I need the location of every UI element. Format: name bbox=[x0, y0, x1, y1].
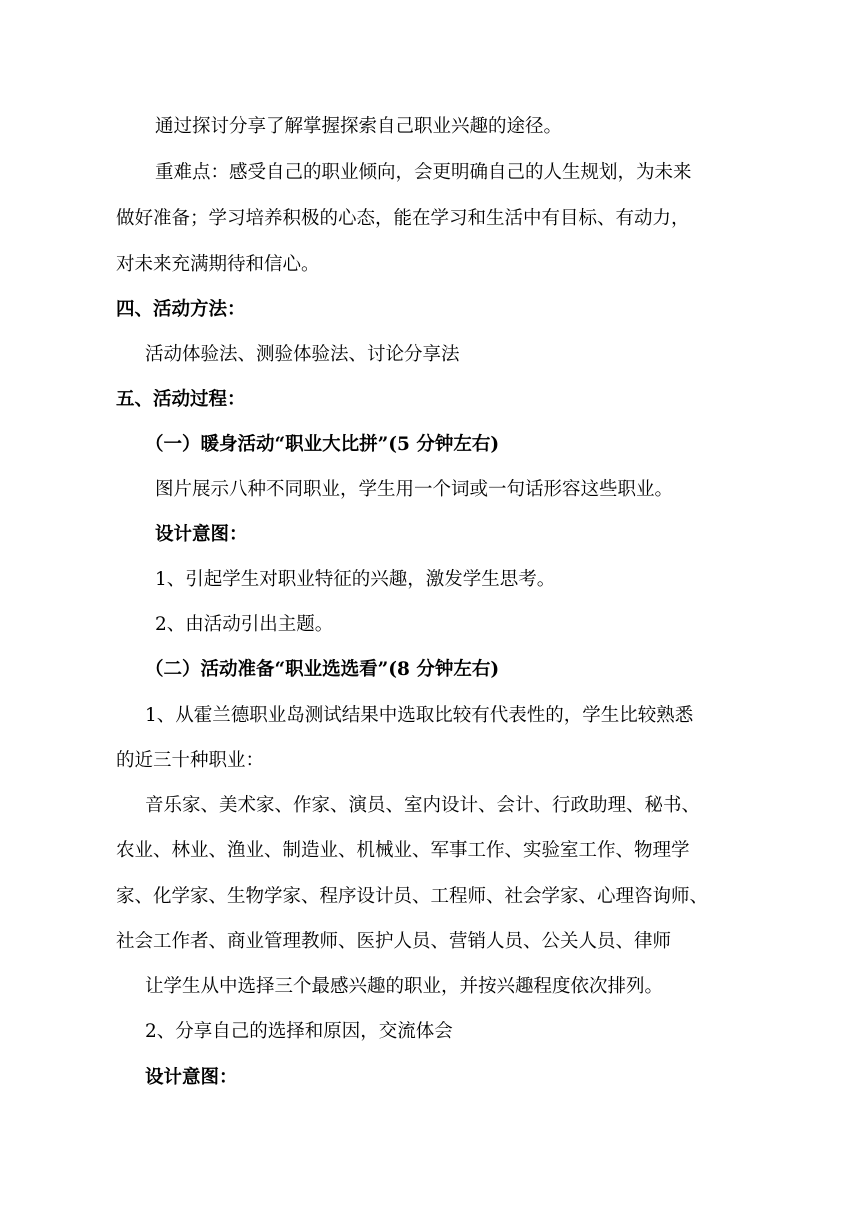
design-intent-label-2: 设计意图： bbox=[145, 1067, 238, 1088]
jobs-list-line-2: 农业、林业、渔业、制造业、机械业、军事工作、实验室工作、物理学 bbox=[116, 840, 690, 861]
heading-activity-process: 五、活动过程： bbox=[116, 389, 246, 410]
activity-methods-text: 活动体验法、测验体验法、讨论分享法 bbox=[145, 344, 460, 365]
jobs-list-line-3: 家、化学家、生物学家、程序设计员、工程师、社会学家、心理咨询师、 bbox=[116, 886, 709, 907]
step-1-line-1: 1、从霍兰德职业岛测试结果中选取比较有代表性的，学生比较熟悉 bbox=[145, 705, 694, 726]
subheading-warmup: （一）暖身活动“职业大比拼”(5 分钟左右) bbox=[145, 434, 500, 455]
key-points-line-2: 做好准备；学习培养积极的心态，能在学习和生活中有目标、有动力， bbox=[116, 208, 690, 229]
paragraph-goal: 通过探讨分享了解掌握探索自己职业兴趣的途径。 bbox=[155, 116, 563, 137]
choose-instruction: 让学生从中选择三个最感兴趣的职业，并按兴趣程度依次排列。 bbox=[145, 976, 664, 997]
jobs-list-line-4: 社会工作者、商业管理教师、医护人员、营销人员、公关人员、律师 bbox=[116, 931, 672, 952]
warmup-description: 图片展示八种不同职业，学生用一个词或一句话形容这些职业。 bbox=[155, 479, 674, 500]
key-points-line-1: 重难点：感受自己的职业倾向，会更明确自己的人生规划，为未来 bbox=[155, 162, 692, 183]
design-intent-item-1: 1、引起学生对职业特征的兴趣，激发学生思考。 bbox=[155, 569, 556, 590]
key-points-line-3: 对未来充满期待和信心。 bbox=[116, 254, 320, 275]
design-intent-item-2: 2、由活动引出主题。 bbox=[155, 614, 334, 635]
design-intent-label-1: 设计意图： bbox=[155, 524, 248, 545]
jobs-list-line-1: 音乐家、美术家、作家、演员、室内设计、会计、行政助理、秘书、 bbox=[145, 795, 701, 816]
step-2-text: 2、分享自己的选择和原因，交流体会 bbox=[145, 1021, 453, 1042]
subheading-preparation: （二）活动准备“职业选选看”(8 分钟左右) bbox=[145, 659, 500, 680]
heading-activity-methods: 四、活动方法： bbox=[116, 299, 246, 320]
step-1-line-2: 的近三十种职业： bbox=[116, 750, 265, 771]
